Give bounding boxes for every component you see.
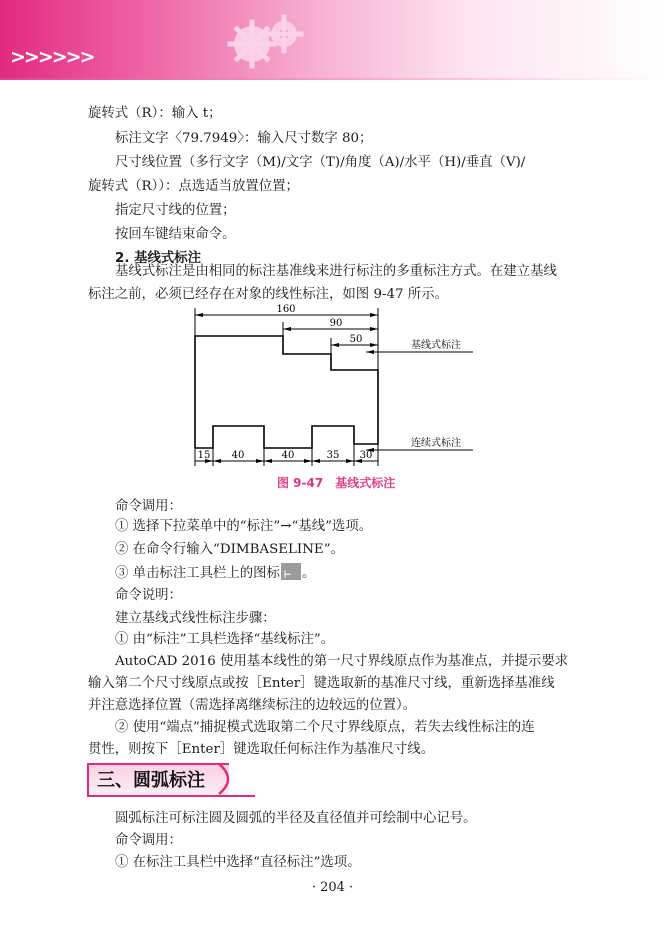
- text-line: ② 在命令行输入“DIMBASELINE”。: [115, 542, 344, 557]
- bottom-dim-text: 35: [326, 450, 340, 461]
- dim-text-90: 90: [329, 318, 343, 329]
- text-line: 命令说明：: [115, 588, 182, 603]
- label-continuous: 连续式标注: [411, 438, 461, 449]
- dim-text-160: 160: [276, 304, 296, 315]
- text-line: ② 使用“端点”捕捉模式选取第二个尺寸界线原点，若失去线性标注的连: [115, 720, 535, 735]
- text-line: 圆弧标注可标注圆及圆弧的半径及直径值并可绘制中心记号。: [115, 811, 477, 826]
- subsection-heading: 2. 基线式标注: [115, 251, 202, 266]
- bottom-dim-text: 30: [359, 450, 373, 461]
- text-line: ① 选择下拉菜单中的“标注”→“基线”选项。: [115, 519, 373, 534]
- text-line: 并注意选择位置（需选择离继续标注的边较远的位置）。: [88, 698, 417, 713]
- label-baseline: 基线式标注: [411, 340, 461, 351]
- text-line: 按回车键结束命令。: [115, 227, 236, 242]
- text-line: AutoCAD 2016 使用基本线性的第一尺寸界线原点作为基准点，并提示要求: [115, 654, 569, 669]
- text-line: 标注之前，必须已经存在对象的线性标注，如图 9-47 所示。: [88, 287, 448, 302]
- section-underline: [87, 795, 255, 797]
- section-title: 三、圆弧标注: [97, 770, 205, 791]
- text-line: 建立基线式线性标注步骤：: [115, 611, 276, 626]
- text-fragment: 。: [301, 566, 316, 581]
- chevron-decoration: >>>>>>: [10, 46, 94, 68]
- text-line: 命令调用：: [115, 833, 182, 848]
- text-line: [115, 563, 315, 584]
- text-line: 旋转式（R）：输入 t；: [88, 106, 222, 121]
- figure-caption: 图 9-47 基线式标注: [277, 476, 396, 490]
- text-line: 贯性，则按下［Enter］键选取任何标注作为基准尺寸线。: [88, 742, 435, 757]
- text-line: 指定尺寸线的位置；: [115, 203, 236, 218]
- bottom-dim-text: 40: [231, 450, 245, 461]
- page-header-band: [0, 0, 665, 80]
- baseline-dimension-icon: ⊢: [281, 563, 301, 580]
- text-line: 命令调用：: [115, 499, 182, 514]
- text-line: ① 在标注工具栏中选择“直径标注”选项。: [115, 855, 361, 870]
- header-divider: [0, 78, 665, 80]
- baseline-dimension-figure: [188, 300, 488, 472]
- text-line: 基线式标注是由相同的标注基准线来进行标注的多重标注方式。在建立基线: [115, 264, 557, 279]
- bottom-dim-text: 40: [281, 450, 295, 461]
- gear-icon: [222, 12, 322, 72]
- text-line: 旋转式（R））：点选适当放置位置；: [88, 179, 299, 194]
- bottom-dim-text: 15: [197, 450, 211, 461]
- page-number: · 204 ·: [311, 880, 354, 895]
- part-outline: [195, 336, 378, 448]
- section-heading-arc: [217, 761, 239, 797]
- text-line: 输入第二个尺寸线原点或按［Enter］键选取新的基准尺寸线，重新选择基准线: [88, 676, 555, 691]
- text-line: ① 由“标注”工具栏选择“基线标注”。: [115, 632, 335, 647]
- text-line: 标注文字〈79.7949〉：输入尺寸数字 80；: [115, 131, 373, 146]
- text-line: 尺寸线位置（多行文字（M)/文字（T)/角度（A)/水平（H)/垂直（V)/: [115, 155, 526, 170]
- section-heading: [87, 761, 237, 795]
- text-fragment: ③ 单击标注工具栏上的图标: [115, 566, 280, 581]
- dim-text-50: 50: [349, 334, 363, 345]
